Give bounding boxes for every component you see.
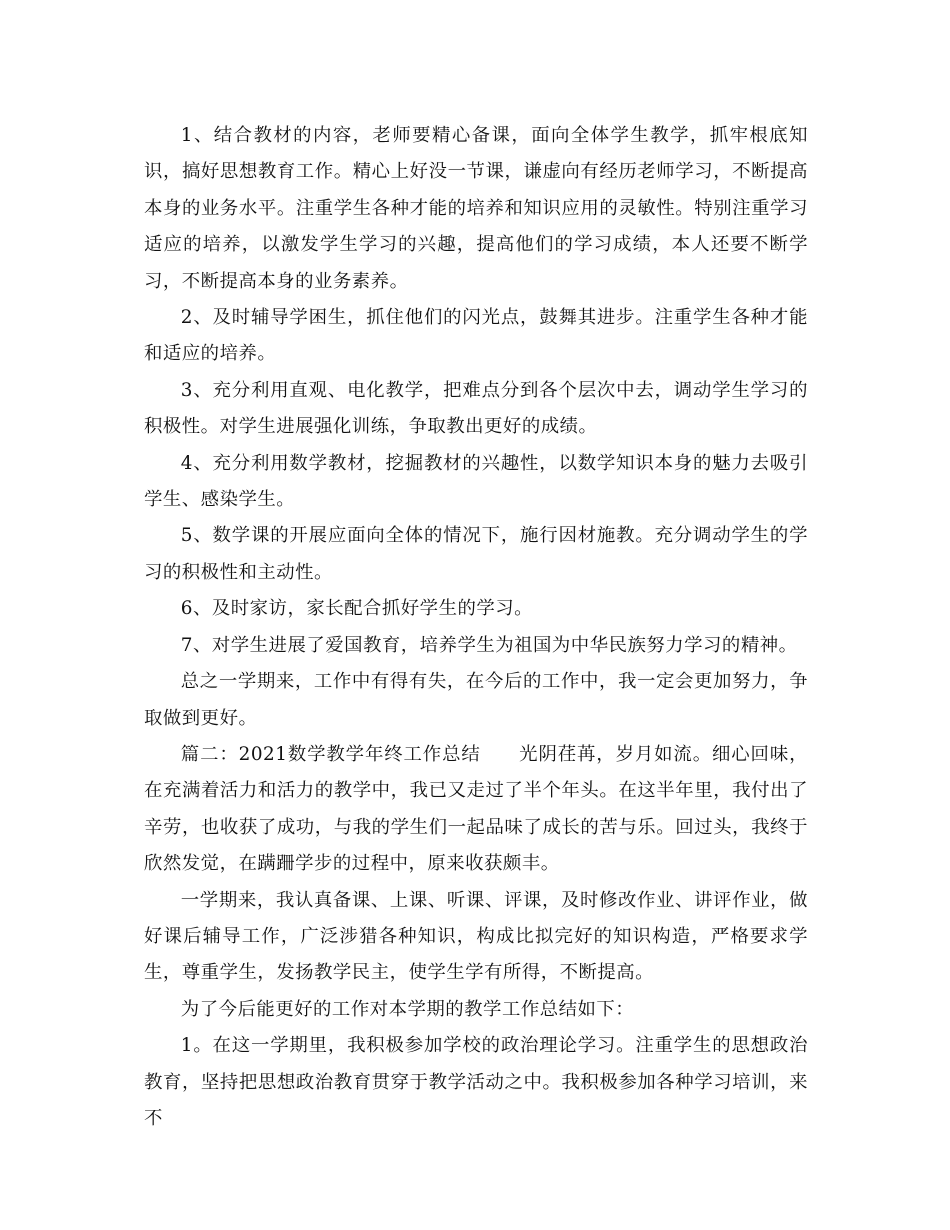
paragraph-4: 4、充分利用数学教材，挖掘教材的兴趣性，以数学知识本身的魅力去吸引学生、感染学生。 (144, 452, 808, 511)
paragraph-summary-lead: 为了今后能更好的工作对本学期的教学工作总结如下： (180, 998, 635, 1020)
paragraph-part-two-intro: 篇二：2021数学教学年终工作总结 光阴荏苒，岁月如流。细心回味，在充满着活力和活力的教学中，我已又走过了半个年头。在这半年里，我付出了辛劳，也收获了成功，与我的学生们一起品味了成长的苦与乐。回过头，我终于欣然发觉，在蹒跚学步的过程中，原来收获颇丰。 (144, 743, 808, 875)
paragraph-6: 6、及时家访，家长配合抓好学生的学习。 (180, 598, 534, 620)
paragraph-2: 2、及时辅导学困生，抓住他们的闪光点，鼓舞其进步。注重学生各种才能和适应的培养。 (144, 307, 808, 365)
paragraph-semester-review: 一学期来，我认真备课、上课、听课、评课，及时修改作业、讲评作业，做好课后辅导工作，广泛涉猎各种知识，构成比拟完好的知识构造，严格要求学生，尊重学生，发扬教学民主，使学生学有所得，不断提高。 (144, 889, 808, 984)
paragraph-item-1: 1。在这一学期里，我积极参加学校的政治理论学习。注重学生的思想政治教育，坚持把思想政治教育贯穿于教学活动之中。我积极参加各种学习培训，来不 (144, 1035, 808, 1129)
paragraph-7: 7、对学生进展了爱国教育，培养学生为祖国为中华民族努力学习的精神。 (180, 634, 798, 656)
paragraph-1: 1、结合教材的内容，老师要精心备课，面向全体学生教学，抓牢根底知识，搞好思想教育工作。精心上好没一节课，谦虚向有经历老师学习，不断提高本身的业务水平。注重学生各种才能的培养和知识应用的灵敏性。特别注重学习适应的培养，以激发学生学习的兴趣，提高他们的学习成绩，本人还要不断学习，不断提高本身的业务素养。 (144, 125, 808, 292)
paragraph-5: 5、数学课的开展应面向全体的情况下，施行因材施教。充分调动学生的学习的积极性和主动性。 (144, 525, 808, 583)
paragraph-3: 3、充分利用直观、电化教学，把难点分到各个层次中去，调动学生学习的积极性。对学生进展强化训练，争取教出更好的成绩。 (144, 379, 808, 438)
document-body (144, 118, 808, 1137)
paragraph-summary: 总之一学期来，工作中有得有失，在今后的工作中，我一定会更加努力，争取做到更好。 (144, 671, 808, 729)
